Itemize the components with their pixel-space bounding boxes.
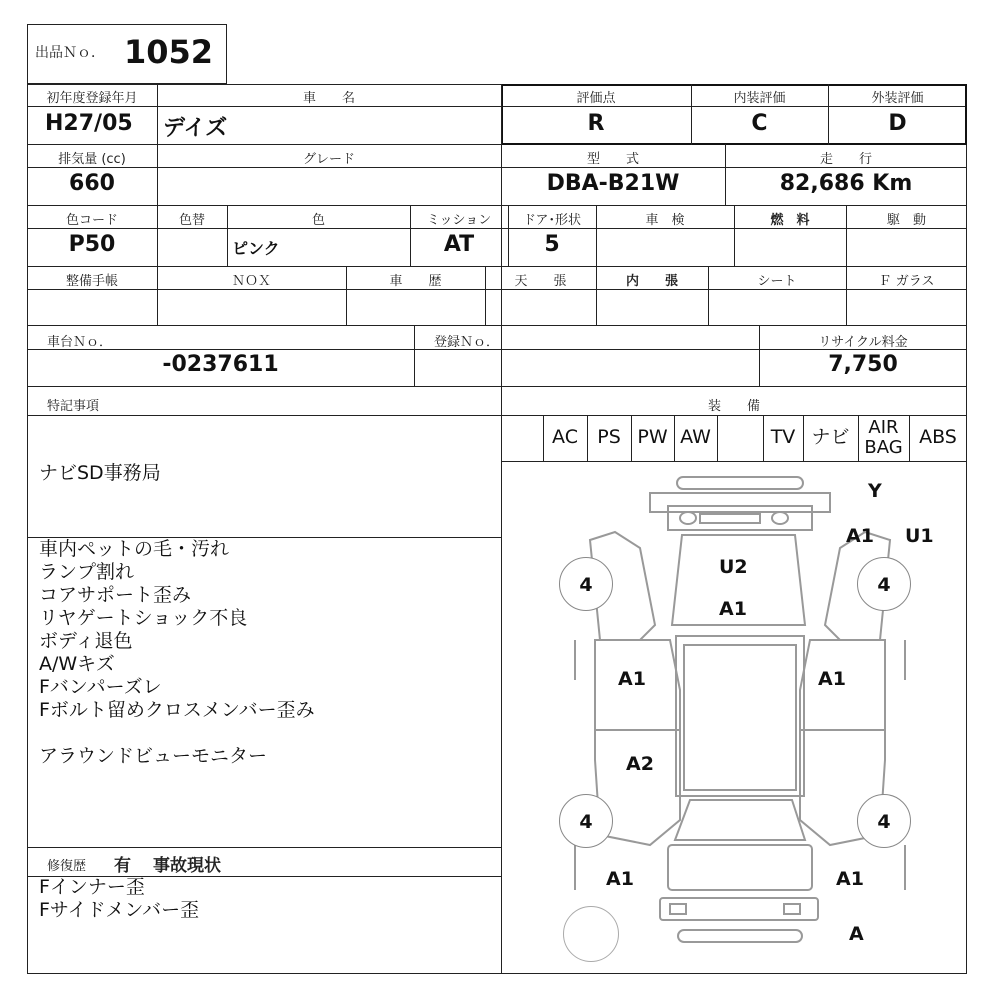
mark-y: Y — [868, 480, 882, 502]
exterior-value: D — [888, 111, 907, 136]
color-label: 色 — [311, 213, 325, 228]
front-glass-label: Ｆ ガラス — [878, 274, 935, 289]
notes-label: 特記事項 — [47, 399, 100, 414]
model-value: DBA-B21W — [546, 171, 680, 196]
mark-u1: U1 — [905, 525, 934, 547]
nox-label: ＮＯＸ — [231, 274, 271, 289]
note-line: A/Wキズ — [39, 653, 115, 675]
equip-ps: PS — [597, 426, 621, 448]
repair-line: Fインナー歪 — [39, 876, 145, 898]
inspection-label: 車 検 — [645, 213, 685, 228]
car-diagram — [501, 461, 967, 974]
note-line: ボディ退色 — [39, 630, 133, 652]
reg-date-label: 初年度登録年月 — [46, 91, 138, 106]
score-value: R — [587, 111, 605, 136]
roof-lining-label: 天 張 — [514, 274, 567, 289]
chassis-value: -0237611 — [162, 352, 279, 377]
repair-status: 有 — [114, 856, 131, 876]
note-line: ランプ割れ — [39, 561, 135, 583]
mark-a1-rear-glass: A1 — [846, 525, 874, 547]
color-code-label: 色コード — [65, 213, 118, 228]
equipment-label: 装 備 — [707, 399, 760, 414]
grade-label: グレード — [302, 152, 355, 167]
lot-number: 1052 — [124, 33, 214, 71]
repair-label: 修復歴 — [47, 859, 87, 874]
mileage-label: 走 行 — [819, 152, 872, 167]
displacement-label: 排気量 (cc) — [58, 152, 126, 167]
mark-a1-roof: A1 — [719, 598, 747, 620]
equip-airbag: AIR BAG — [864, 417, 903, 458]
mark-a: A — [849, 923, 864, 945]
car-name-label: 車 名 — [302, 91, 355, 106]
note-line: Fバンパーズレ — [39, 676, 162, 698]
note-line: アラウンドビューモニター — [39, 745, 268, 767]
displacement-value: 660 — [69, 171, 115, 196]
recycle-value: 7,750 — [828, 352, 898, 377]
note-line: コアサポート歪み — [39, 584, 192, 606]
model-label: 型 式 — [586, 152, 639, 167]
mission-value: AT — [443, 232, 475, 257]
tire-rear-left: 4 — [559, 557, 613, 611]
recolor-label: 色替 — [178, 213, 205, 228]
equip-navi: ナビ — [811, 426, 850, 448]
registration-label: 登録Ｎｏ． — [434, 335, 500, 350]
tire-rear-right: 4 — [857, 557, 911, 611]
lot-label: 出品Ｎｏ． — [35, 45, 105, 61]
history-label: 車 歴 — [389, 274, 442, 289]
mileage-value: 82,686 Km — [779, 171, 913, 196]
equip-blank-2 — [717, 417, 763, 459]
reg-date-value: H27/05 — [45, 111, 133, 136]
interior-value: C — [751, 111, 768, 136]
note-line: 車内ペットの毛・汚れ — [39, 538, 230, 560]
fuel-label: 燃 料 — [770, 213, 810, 228]
equip-tv: TV — [770, 426, 796, 448]
door-label: ドア･形状 — [522, 213, 582, 228]
note-line: Fボルト留めクロスメンバー歪み — [39, 699, 315, 721]
note-line: リヤゲートショック不良 — [39, 607, 248, 629]
car-name-value: デイズ — [163, 116, 228, 141]
accident-status: 事故現状 — [153, 856, 221, 876]
mark-a1-front-left: A1 — [606, 868, 634, 890]
chassis-label: 車台Ｎｏ． — [47, 335, 113, 350]
equip-abs: ABS — [919, 426, 957, 448]
notes-list — [39, 538, 315, 768]
maintenance-label: 整備手帳 — [65, 274, 118, 289]
score-label: 評価点 — [576, 91, 616, 106]
spare-tire — [563, 906, 619, 962]
exterior-label: 外装評価 — [871, 91, 924, 106]
mark-a1-right-door: A1 — [818, 668, 846, 690]
notes-top: ナビSD事務局 — [39, 462, 161, 484]
tire-front-right: 4 — [857, 794, 911, 848]
mark-u2: U2 — [719, 556, 748, 578]
equip-ac: AC — [552, 426, 578, 448]
recycle-label: リサイクル料金 — [818, 335, 908, 350]
equip-pw: PW — [637, 426, 668, 448]
seat-label: シート — [757, 274, 797, 289]
mission-label: ミッション — [426, 213, 492, 228]
tire-front-left: 4 — [559, 794, 613, 848]
mark-a2: A2 — [626, 753, 654, 775]
color-value: ピンク — [232, 239, 280, 258]
inner-lining-label: 内 張 — [625, 274, 678, 289]
drive-label: 駆 動 — [886, 213, 926, 228]
mark-a1-left-door: A1 — [618, 668, 646, 690]
equip-aw: AW — [680, 426, 711, 448]
note-line — [39, 722, 315, 745]
color-code-value: P50 — [68, 232, 116, 257]
interior-label: 内装評価 — [733, 91, 786, 106]
door-value: 5 — [544, 232, 560, 257]
repair-line: Fサイドメンバー歪 — [39, 899, 200, 921]
mark-a1-front-right: A1 — [836, 868, 864, 890]
equip-blank-1 — [501, 417, 543, 459]
